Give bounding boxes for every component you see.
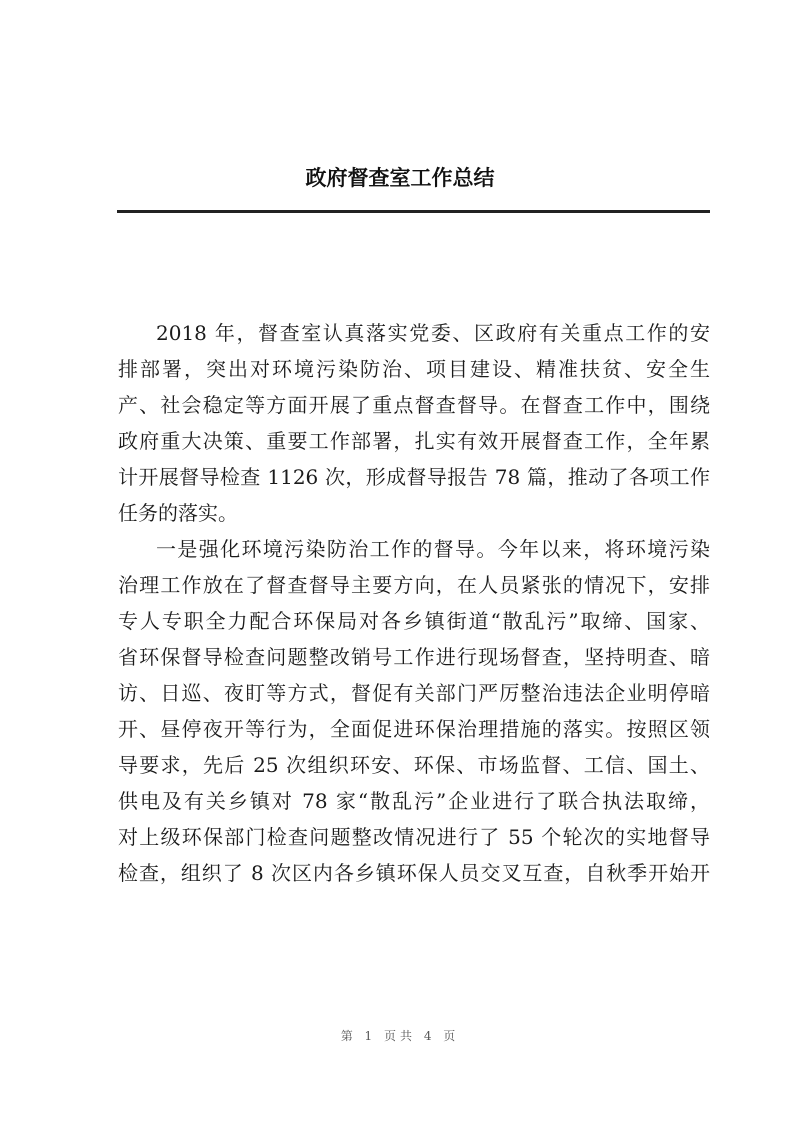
body-line: 产、社会稳定等方面开展了重点督查督导。在督查工作中，围绕 (118, 393, 710, 417)
body-line: 排部署，突出对环境污染防治、项目建设、精准扶贫、安全生 (118, 357, 710, 381)
title-divider (117, 210, 710, 213)
body-line: 计开展督导检查 1126 次，形成督导报告 78 篇，推动了各项工作 (118, 465, 710, 489)
body-line: 省环保督导检查问题整改销号工作进行现场督查，坚持明查、暗 (118, 645, 710, 669)
body-line: 一是强化环境污染防治工作的督导。今年以来，将环境污染 (156, 537, 710, 561)
body-line: 导要求，先后 25 次组织环安、环保、市场监督、工信、国土、 (118, 753, 710, 777)
body-line: 开、昼停夜开等行为，全面促进环保治理措施的落实。按照区领 (118, 717, 710, 741)
body-line: 供电及有关乡镇对 78 家“散乱污”企业进行了联合执法取缔， (118, 789, 710, 813)
body-line: 2018 年，督查室认真落实党委、区政府有关重点工作的安 (156, 321, 710, 345)
page-number-footer: 第 1 页共 4 页 (340, 1029, 460, 1043)
body-line: 对上级环保部门检查问题整改情况进行了 55 个轮次的实地督导 (118, 825, 710, 849)
body-line: 访、日巡、夜盯等方式，督促有关部门严厉整治违法企业明停暗 (118, 681, 710, 705)
body-line: 专人专职全力配合环保局对各乡镇街道“散乱污”取缔、国家、 (118, 609, 710, 633)
body-line: 治理工作放在了督查督导主要方向，在人员紧张的情况下，安排 (118, 573, 710, 597)
document-title: 政府督查室工作总结 (305, 166, 495, 190)
body-line: 检查，组织了 8 次区内各乡镇环保人员交叉互查，自秋季开始开 (118, 861, 710, 885)
document-body (118, 315, 710, 891)
body-line: 任务的落实。 (118, 501, 238, 525)
body-line: 政府重大决策、重要工作部署，扎实有效开展督查工作，全年累 (118, 429, 710, 453)
